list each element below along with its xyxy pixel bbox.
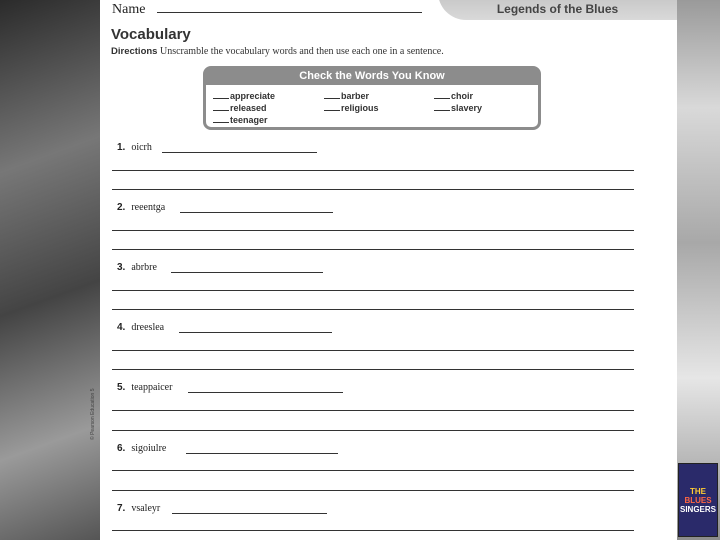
directions-text: Unscramble the vocabulary words and then use each one in a sentence. xyxy=(159,46,444,57)
sentence-line[interactable] xyxy=(112,170,634,171)
word-box xyxy=(203,66,541,130)
directions xyxy=(111,46,444,57)
sentence-line[interactable] xyxy=(112,350,634,351)
unit-title-tab xyxy=(438,0,677,20)
sentence-line[interactable] xyxy=(112,430,634,431)
thumbnail-line-1: THE xyxy=(690,486,706,496)
thumbnail-line-2: BLUES xyxy=(684,495,712,505)
sentence-line[interactable] xyxy=(112,309,634,310)
background-left xyxy=(0,0,100,540)
answer-blank[interactable] xyxy=(186,443,338,455)
word-item: choir xyxy=(434,91,473,101)
word-box-title: Check the Words You Know xyxy=(206,69,538,85)
sentence-line[interactable] xyxy=(112,290,634,291)
question-item: 7. vsaleyr xyxy=(117,503,161,514)
thumbnail-line-3: SINGERS xyxy=(679,504,716,514)
sentence-line[interactable] xyxy=(112,189,634,190)
answer-blank[interactable] xyxy=(171,262,323,274)
background-right xyxy=(677,0,720,540)
answer-blank[interactable] xyxy=(172,503,327,515)
name-label: Name xyxy=(112,2,146,17)
sentence-line[interactable] xyxy=(112,410,634,411)
sentence-line[interactable] xyxy=(112,249,634,250)
directions-label: Directions xyxy=(111,46,158,57)
word-item: religious xyxy=(324,103,379,113)
unit-title: Legends of the Blues xyxy=(496,2,619,16)
question-item: 6. sigoiulre xyxy=(117,443,167,454)
word-item: slavery xyxy=(434,103,482,113)
word-item: barber xyxy=(324,91,369,101)
question-item: 5. teappaicer xyxy=(117,382,173,393)
question-item: 4. dreeslea xyxy=(117,322,165,333)
worksheet xyxy=(90,0,677,540)
page-title: Vocabulary xyxy=(111,26,191,43)
question-item: 1. oicrh xyxy=(117,142,152,153)
answer-blank[interactable] xyxy=(188,382,343,394)
book-cover-thumbnail xyxy=(678,463,718,537)
sentence-line[interactable] xyxy=(112,230,634,231)
sentence-line[interactable] xyxy=(112,470,634,471)
sentence-line[interactable] xyxy=(112,369,634,370)
question-item: 3. abrbre xyxy=(117,262,157,273)
sentence-line[interactable] xyxy=(112,490,634,491)
answer-blank[interactable] xyxy=(179,322,332,334)
copyright-text: © Pearson Education 5 xyxy=(90,388,96,440)
word-item: released xyxy=(213,103,267,113)
answer-blank[interactable] xyxy=(180,202,333,214)
answer-blank[interactable] xyxy=(162,142,317,154)
question-item: 2. reeentga xyxy=(117,202,166,213)
word-item: teenager xyxy=(213,115,268,125)
sentence-line[interactable] xyxy=(112,530,634,531)
word-item: appreciate xyxy=(213,91,275,101)
name-line xyxy=(157,12,422,13)
